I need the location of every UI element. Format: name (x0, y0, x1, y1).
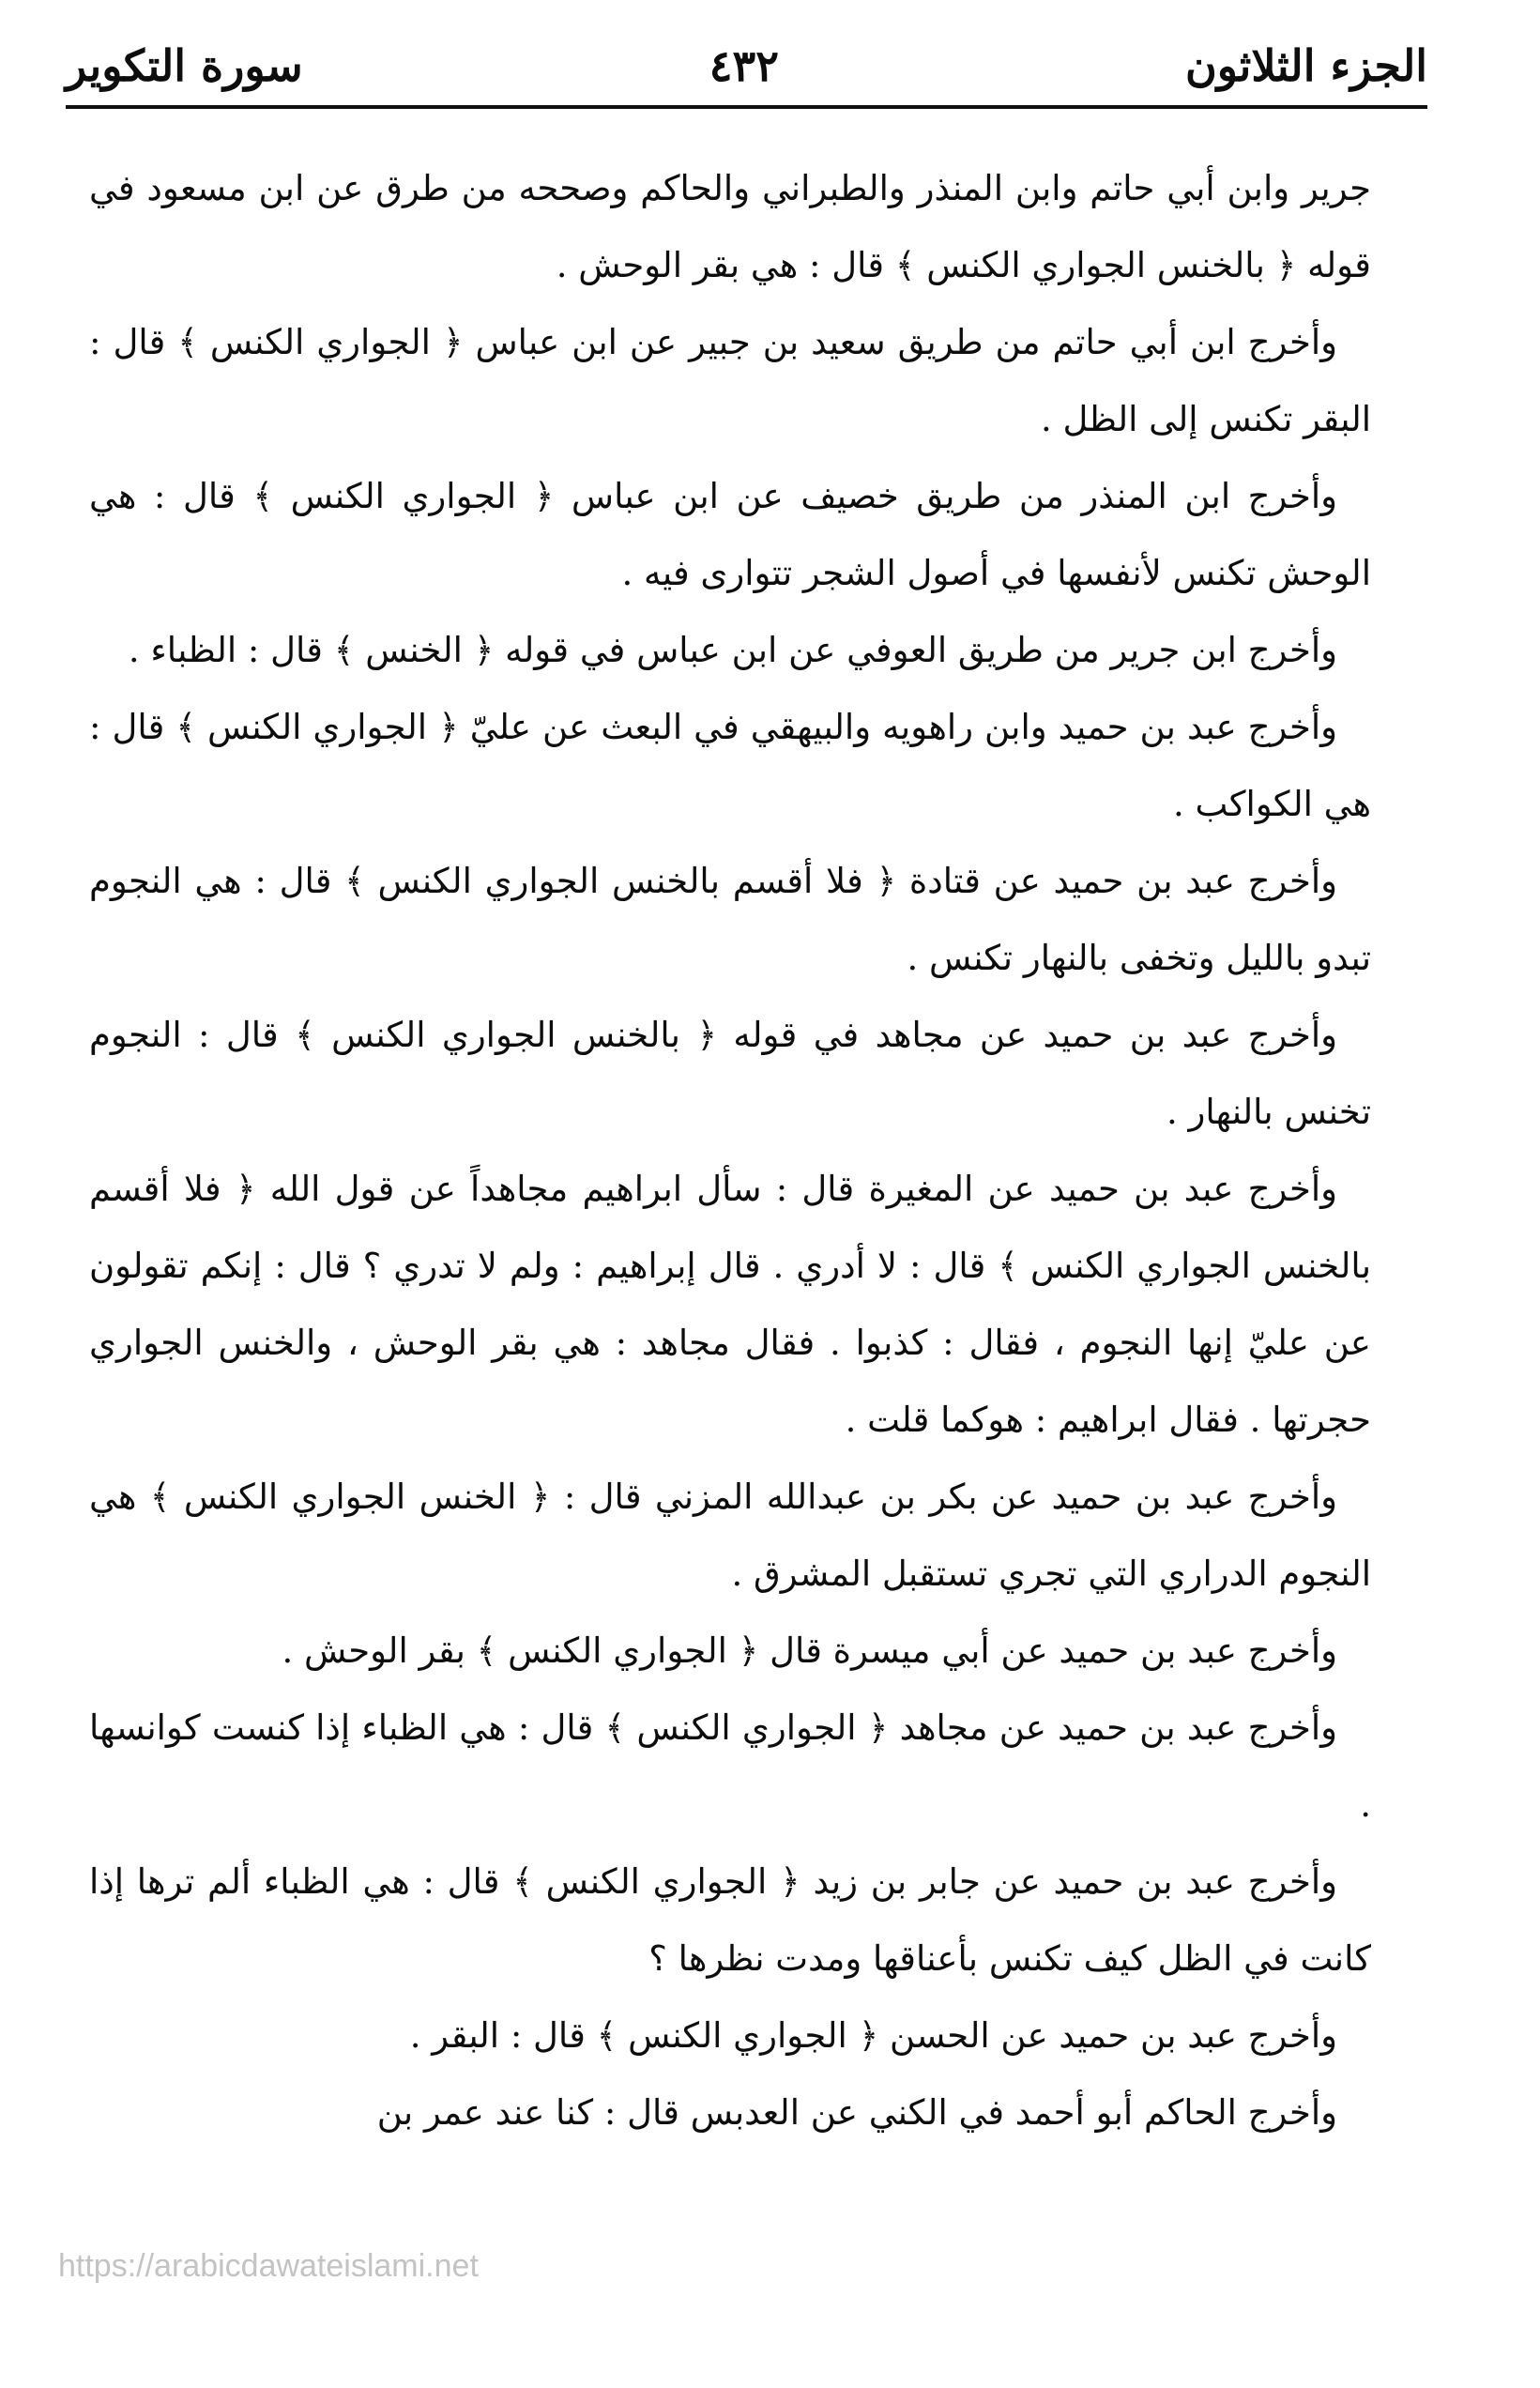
paragraph: جرير وابن أبي حاتم وابن المنذر والطبراني والحاكم وصححه من طرق عن ابن مسعود في قوله ﴿ بالخنس الجواري الكنس ﴾ قال : هي بقر الوحش . (89, 168, 1371, 285)
paragraph: وأخرج عبد بن حميد عن المغيرة قال : سأل ابراهيم مجاهداً عن قول الله ﴿ فلا أقسم بالخنس الجواري الكنس ﴾ قال : لا أدري . قال إبراهيم : ولم لا تدري ؟ قال : إنكم تقولون عن عليّ إنها النجوم ، فقال : كذبوا . فقال مجاهد : هي بقر الوحش ، والخنس الجواري حجرتها . فقال ابراهيم : هوكما قلت . (89, 1169, 1371, 1440)
paragraph: وأخرج ابن المنذر من طريق خصيف عن ابن عباس ﴿ الجواري الكنس ﴾ قال : هي الوحش تكنس لأنفسها في أصول الشجر تتوارى فيه . (89, 476, 1371, 593)
page-header (66, 36, 1427, 96)
paragraph: وأخرج الحاكم أبو أحمد في الكني عن العدبس قال : كنا عند عمر بن (376, 2092, 1337, 2133)
paragraph: وأخرج عبد بن حميد عن الحسن ﴿ الجواري الكنس ﴾ قال : البقر . (409, 2015, 1337, 2056)
text-body (89, 150, 1371, 2151)
part-title: الجزء الثلاثون (1185, 40, 1427, 91)
surah-title: سورة التكوير (66, 40, 303, 91)
paragraph: وأخرج عبد بن حميد عن قتادة ﴿ فلا أقسم بالخنس الجواري الكنس ﴾ قال : هي النجوم تبدو بالليل وتخفى بالنهار تكنس . (89, 861, 1371, 978)
watermark-url: https://arabicdawateislami.net (58, 2248, 479, 2284)
paragraph: وأخرج عبد بن حميد عن مجاهد ﴿ الجواري الكنس ﴾ قال : هي الظباء إذا كنست كوانسها . (89, 1707, 1371, 1825)
paragraph: وأخرج ابن جرير من طريق العوفي عن ابن عباس في قوله ﴿ الخنس ﴾ قال : الظباء . (128, 630, 1337, 670)
header-rule (66, 105, 1427, 109)
paragraph: وأخرج عبد بن حميد عن أبي ميسرة قال ﴿ الجواري الكنس ﴾ بقر الوحش . (282, 1630, 1337, 1671)
paragraph: وأخرج عبد بن حميد وابن راهويه والبيهقي في البعث عن عليّ ﴿ الجواري الكنس ﴾ قال : هي الكواكب . (89, 707, 1371, 824)
paragraph: وأخرج ابن أبي حاتم من طريق سعيد بن جبير عن ابن عباس ﴿ الجواري الكنس ﴾ قال : البقر تكنس إلى الظل . (89, 322, 1371, 439)
paragraph: وأخرج عبد بن حميد عن مجاهد في قوله ﴿ بالخنس الجواري الكنس ﴾ قال : النجوم تخنس بالنهار . (89, 1015, 1371, 1132)
paragraph: وأخرج عبد بن حميد عن بكر بن عبدالله المزني قال : ﴿ الخنس الجواري الكنس ﴾ هي النجوم الدراري التي تجري تستقبل المشرق . (89, 1477, 1371, 1594)
page-number: ٤٣٢ (709, 40, 779, 91)
paragraph: وأخرج عبد بن حميد عن جابر بن زيد ﴿ الجواري الكنس ﴾ قال : هي الظباء ألم ترها إذا كانت في الظل كيف تكنس بأعناقها ومدت نظرها ؟ (89, 1861, 1371, 1979)
